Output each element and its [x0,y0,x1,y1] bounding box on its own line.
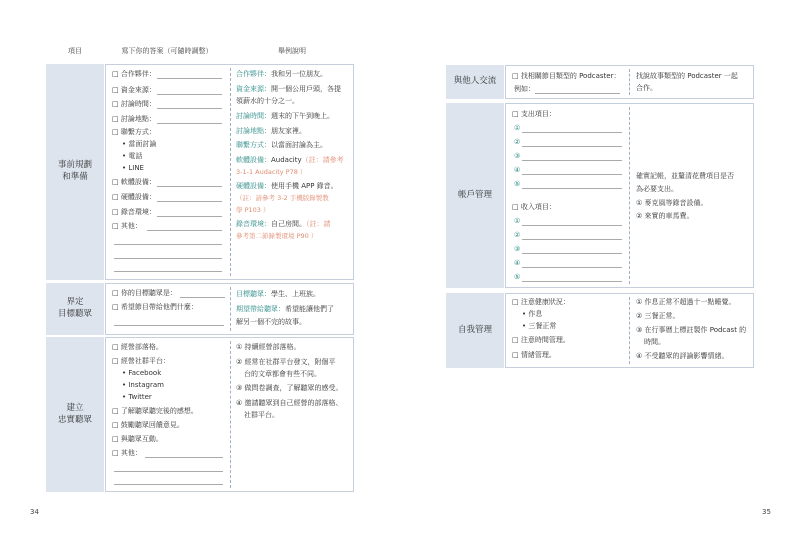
account-answer-line [522,267,622,268]
prep-example-value: 領薪水的十分之一。 [236,97,299,105]
loyal-answer-bullet: • Facebook [122,369,162,377]
prep-answer-line [157,123,222,124]
account-answer-line [522,132,622,133]
loyal-example: ① 持續經營部落格。 [236,343,301,351]
prep-answer-bullet: • 電話 [122,152,143,160]
exchange-separator [629,69,630,95]
audience-example-value: 學生、上班族。 [271,290,320,298]
loyal-answer-bullet: • Twitter [122,393,152,401]
exchange-example: 合作。 [636,84,657,92]
prep-answer-bullet: • LINE [122,164,144,172]
self-answer-bullet: • 作息 [522,310,543,318]
exchange-answer: 例如： [514,85,535,93]
account-answer-num: ⑤ [514,180,521,188]
account-answer-num: ③ [514,152,521,160]
account-separator [629,107,630,284]
prep-example [236,141,327,150]
loyal-example: 台的文章都會有些不同。 [244,370,321,378]
prep-answer-line [147,230,222,231]
page-number-right: 35 [762,508,771,516]
page-number-left: 34 [30,508,39,516]
prep-example-key: 合作夥伴： [236,70,271,78]
audience-example-value: 希望能讓他們了 [285,305,334,313]
header-example: 舉例說明 [278,47,306,55]
loyal-answer: □ 其他： [112,449,142,457]
prep-example-key: 硬體設備： [236,182,271,190]
account-answer-num: ④ [514,166,521,174]
prep-example-key: 軟體設備： [236,156,271,164]
prep-example [236,220,331,229]
exchange-example: 找說故事類型的 Podcaster 一起 [636,72,738,80]
account-answer-line [522,188,622,189]
prep-example-value: 開一個公用戶頭，各提 [271,85,341,93]
prep-example-value: 我和另一位朋友。 [271,70,327,78]
account-example: ① 麥克風等錄音設備。 [636,199,708,207]
prep-answer: □ 合作夥伴： [112,70,156,78]
prep-answer-line [157,94,222,95]
audience-example-key: 目標聽眾： [236,290,271,298]
prep-example-note: 3-1-1 Audacity P78 ） [236,168,307,176]
account-answer-line [522,160,622,161]
account-answer-num: ① [514,217,521,225]
exchange-label-text: 與他人交流 [453,76,497,87]
header-item: 項目 [68,47,82,55]
account-answer-num: ⑤ [514,273,521,281]
prep-answer: □ 其他： [112,222,142,230]
account-answer-line [522,253,622,254]
audience-answer: □ 希望節目帶給他們什麼： [112,303,198,311]
section-label-exchange [446,65,504,99]
exchange-answer: □ 找相關節目類型的 Podcaster： [512,72,621,80]
self-example: ① 作息正常不超過十一點睡覺。 [636,298,736,306]
prep-example-value: 週末的下午到晚上。 [271,112,334,120]
prep-example [236,97,299,106]
prep-answer: □ 硬體設備： [112,193,156,201]
prep-separator [230,68,231,276]
prep-answer-line [157,216,222,217]
account-example: 確實記帳，並釐清花費項目是否 [636,172,734,180]
loyal-answer: □ 經營部落格。 [112,343,163,351]
audience-label-text: 界定 目標聽眾 [57,297,92,319]
prep-example [236,182,338,191]
loyal-example: ② 經常在社群平台發文，附個平 [236,358,336,366]
header-answer: 寫下你的答案（可隨時調整） [121,47,213,55]
prep-example-value: Audacity [271,156,302,164]
prep-example-value: 自己房間。 [271,220,306,228]
self-example: ③ 在行事曆上標註製作 Podcast 的 [636,326,747,334]
audience-separator [230,287,231,331]
account-answer-num: ② [514,138,521,146]
loyal-blank-line [114,471,223,472]
account-answer-num: ④ [514,259,521,267]
self-example: ② 三餐正常。 [636,312,680,320]
self-example: ④ 不受聽眾的評論影響情緒。 [636,352,729,360]
loyal-label-text: 建立 忠實聽眾 [57,402,92,425]
account-label-text: 帳戶管理 [457,189,492,200]
account-answer: □ 收入項目： [512,203,556,211]
prep-label-text: 事前規劃 和準備 [57,160,92,182]
account-example: ② 來實的車馬費。 [636,212,694,220]
audience-answer-line [114,325,224,326]
prep-example [236,70,327,79]
loyal-answer-bullet: • Instagram [122,381,164,389]
prep-blank-line [114,271,222,272]
self-separator [629,297,630,364]
prep-example-key: 錄音環境： [236,220,271,228]
account-answer-line [522,281,622,282]
exchange-answer-line [535,93,620,94]
prep-example [236,127,306,136]
account-answer-line [522,239,622,240]
section-label-prep [46,64,104,280]
loyal-blank-line [114,484,223,485]
account-answer-line [522,174,622,175]
prep-example-value: 使用手機 APP 錄音。 [271,182,338,190]
loyal-answer-line [145,457,223,458]
prep-example-key: 聯繫方式： [236,141,271,149]
prep-example-value: 以當面討論為主。 [271,141,327,149]
loyal-example: ④ 邀請聽眾到自己經營的部落格、 [236,399,343,407]
loyal-separator [230,341,231,488]
prep-example-note: （註：請參考 3-2 手機版錄製教 [236,194,329,202]
prep-example-key: 討論地點： [236,127,271,135]
prep-note: （註：請 [306,220,331,228]
prep-example [236,112,334,121]
section-label-audience [46,283,104,335]
prep-example [236,85,341,94]
loyal-example: 社群平台。 [244,411,279,419]
self-example: 時間。 [644,338,665,346]
account-answer: □ 支出項目： [512,110,556,118]
loyal-answer: □ 鼓勵聽眾回饋意見。 [112,421,184,429]
prep-answer: □ 討論時間： [112,100,156,108]
prep-note: （註：請參考 [301,156,344,164]
audience-answer-line [180,297,225,298]
account-answer-line [522,225,622,226]
self-answer: □ 注意時間管理。 [512,336,570,344]
self-label-text: 自我管理 [457,324,492,335]
audience-example [236,305,334,314]
audience-answer: □ 你的目標聽眾是： [112,289,177,297]
section-label-self [446,293,504,368]
self-answer-bullet: • 三餐正常 [522,322,557,330]
audience-example [236,290,320,299]
prep-example-note: 學 P103 ） [236,206,270,214]
prep-blank-line [114,258,222,259]
account-answer-num: ② [514,231,521,239]
prep-example-key: 討論時間： [236,112,271,120]
prep-answer: □ 聯繫方式： [112,128,156,136]
prep-answer-line [157,201,222,202]
loyal-example: ③ 做問卷調查，了解聽眾的感受。 [236,384,343,392]
prep-answer: □ 資金來源： [112,86,156,94]
prep-example-note: 參考第二節錄製環境 P90 ） [236,232,318,240]
account-answer-line [522,146,622,147]
account-answer-num: ③ [514,245,521,253]
account-answer-num: ① [514,124,521,132]
audience-example-key: 期望帶給聽眾： [236,305,285,313]
prep-answer-line [157,78,222,79]
prep-blank-line [114,244,222,245]
prep-answer-bullet: • 當面討論 [122,140,157,148]
loyal-answer: □ 與聽眾互動。 [112,435,163,443]
prep-answer: □ 討論地點： [112,115,156,123]
loyal-answer: □ 了解聽眾聽完後的感想。 [112,407,198,415]
account-example: 為必要支出。 [636,185,678,193]
loyal-answer: □ 經營社群平台： [112,357,170,365]
section-label-account [446,103,504,288]
prep-answer: □ 錄音環境： [112,208,156,216]
prep-answer: □ 軟體設備： [112,178,156,186]
prep-answer-line [157,186,222,187]
self-answer: □ 情緒管理。 [512,351,556,359]
prep-answer-line [157,108,222,109]
audience-example: 解另一個不完的故事。 [236,318,306,326]
prep-example [236,156,344,165]
section-label-loyal [46,337,104,492]
prep-example-value: 朋友家裡。 [271,127,306,135]
self-answer: □ 注意健康狀況： [512,298,570,306]
prep-example-key: 資金來源： [236,85,271,93]
